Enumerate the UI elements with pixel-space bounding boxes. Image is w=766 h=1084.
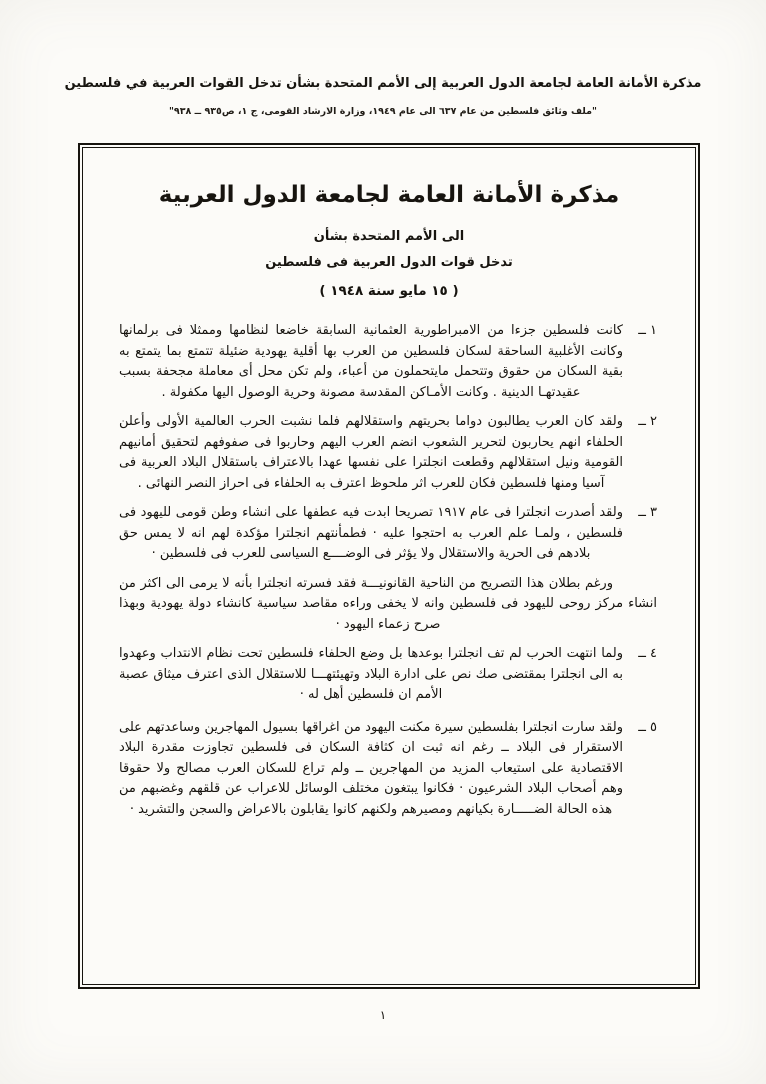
- paragraph-3: [119, 503, 657, 565]
- paragraph-3-continuation: [119, 574, 657, 636]
- memo-subject: تدخل قوات الدول العربية فى فلسطين: [265, 255, 513, 270]
- memo-addressee: الى الأمم المتحدة بشأن: [313, 229, 465, 244]
- memo-title: مذكرة الأمانة العامة لجامعة الدول العربية: [158, 182, 620, 208]
- document-frame-inner-rule: [82, 147, 696, 985]
- paragraph-1: [119, 321, 657, 403]
- paragraph-5-number: ٥ ــ: [638, 719, 657, 735]
- paragraph-3-number: ٣ ــ: [638, 505, 657, 520]
- paragraph-5: [119, 718, 657, 821]
- paragraph-2-number: ٢ ــ: [638, 414, 657, 429]
- paragraph-3-continuation-text: ورغم بطلان هذا التصريح من الناحية القانونيـــة فقد فسرته انجلترا بأنه لا يرمى الى اكثر من انشاء مركز روحى لليهود فى فلسطين وانه لا يخفى وراءه مقاصد سياسية كانشاء دولة يهودية وبهذا صرح زعماء اليهود ·: [119, 575, 657, 632]
- document-header-title: مذكرة الأمانة العامة لجامعة الدول العربية إلى الأمم المتحدة بشأن تدخل القوات العربية في فلسطين: [64, 76, 702, 91]
- paragraph-2: [119, 412, 657, 494]
- paragraph-5-text: ولقد سارت انجلترا بفلسطين سيرة مكنت اليهود من اغراقها بسيول المهاجرين وساعدتهم على الاستقرار فى البلاد ــ رغم انه ثبت ان كثافة السكان فى فلسطين تجاوزت مقدرة البلاد الاقتصادية على استيعاب المزيد من المهاجرين ــ ولم تراع للسكان العرب مصالح ولا حقوقا وهم أصحاب البلاد الشرعيون · فكانوا يبتغون مختلف الوسائل للاعراب عن قلقهم وغضبهم من هذه الحالة الضـــــارة بكيانهم ومصيرهم ولكنهم كانوا يقابلون بالاعراض والسجن والتشريد ·: [119, 719, 623, 817]
- paragraph-1-number: ١ ــ: [638, 323, 657, 338]
- page-number: ١: [379, 1008, 387, 1022]
- paragraph-3-text: ولقد أصدرت انجلترا فى عام ١٩١٧ تصريحا ابدت فيه عطفها على انشاء وطن قومى لليهود فى فلسطين ، ولمـا علم العرب به احتجوا عليه · فطمأنتهم انجلترا مؤكدة لهم انه لا يمس حق بلادهم فى الحرية والاستقلال ولا يؤثر فى الوضــــع السياسى للعرب فى فلسطين ·: [119, 505, 623, 561]
- paragraph-2-text: ولقد كان العرب يطالبون دواما بحريتهم واستقلالهم فلما نشبت الحرب العالمية الأولى وأعلن الحلفاء انهم يحاربون لتحرير الشعوب انضم العرب اليهم وحاربوا فى صفوفهم لتحقيق أمانيهم القومية ونيل استقلالهم وقطعت انجلترا على نفسها عهدا بالاعتراف باستقلال البلاد العربية فى آسيا ومنها فلسطين فكان للعرب اثر ملحوظ اعترف به الحلفاء فى احراز النصر النهائى .: [119, 414, 623, 491]
- memo-date: ( ١٥ مايو سنة ١٩٤٨ ): [319, 283, 459, 299]
- document-frame: [78, 143, 700, 989]
- paragraph-1-text: كانت فلسطين جزءا من الامبراطورية العثمانية السابقة خاضعا لنظامها وممثلا فى برلمانها وكانت الأغلبية الساحقة لسكان فلسطين من العرب بها أقلية يهودية ضئيلة تتمتع بما يتمتع به بقية السكان من حقوق وتتحمل مايتحملون من أعباء، ولم تكن محل أى معاملة مجحفة بسبب عقيدتهـا الدينية . وكانت الأمـاكن المقدسة مصونة وحرية الوصول اليها مكفولة .: [119, 323, 623, 400]
- paragraph-4: [119, 644, 657, 706]
- paragraph-4-text: ولما انتهت الحرب لم تف انجلترا بوعدها بل وضع الحلفاء فلسطين تحت نظام الانتداب وعهدوا به الى انجلترا بمقتضى صك نص على ادارة البلاد وتهيئتهـــا للاستقلال الذى اعترف ميثاق عصبة الأمم ان فلسطين أهل له ·: [119, 646, 623, 702]
- paragraph-4-number: ٤ ــ: [638, 646, 657, 661]
- memo-body: [119, 321, 657, 820]
- source-citation: "ملف وثائق فلسطين من عام ٦٣٧ الى عام ١٩٤٩، وزارة الارشاد القومى، ج ١، ص٩٣٥ ــ ٩٣٨": [168, 106, 598, 117]
